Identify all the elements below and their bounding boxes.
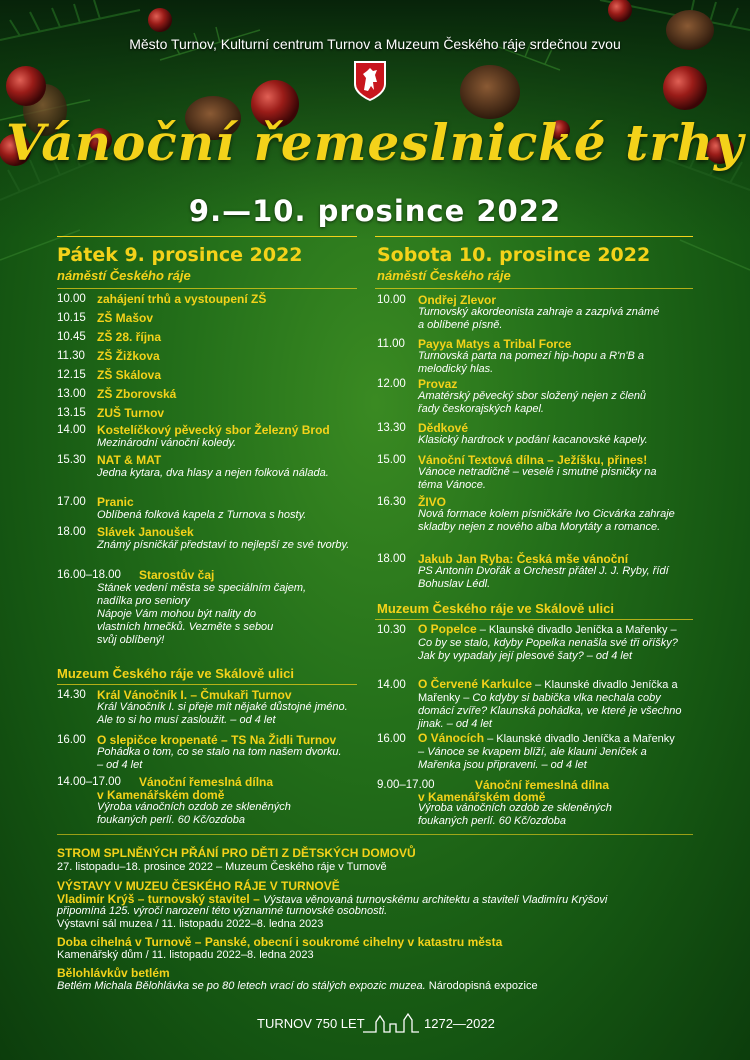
time: 10.00: [57, 293, 86, 305]
program-name-line2: v Kamenářském domě: [418, 790, 546, 804]
program-description: Turnovská parta na pomezí hip-hopu a R'n'B a melodický hlas.: [418, 350, 644, 375]
time: 16.30: [377, 496, 406, 508]
exhibition-1-title: Vladimír Krýš – turnovský stavitel –: [57, 892, 264, 906]
exhibition-3-place: Národopisná expozice: [428, 980, 538, 992]
time: 10.45: [57, 331, 86, 343]
exhibition-1-desc: Výstava věnovaná turnovskému architektu a staviteli Vladimíru Krýšovi: [263, 894, 608, 906]
program-description: Klasický hardrock v podání kacanovské kapely.: [418, 434, 648, 446]
program-description-text: Co by se stalo, kdyby Popelka nenašla své tři oříšky? Jak by vypadaly její plesové šaty? – od 4 let: [418, 637, 678, 662]
exhibition-1: [57, 892, 607, 906]
program-description: [418, 732, 683, 772]
program-name: Král Vánočník I. – Čmukaři Turnov: [97, 688, 292, 702]
program-name: ZUŠ Turnov: [97, 406, 165, 420]
time: 16.00–18.00: [57, 569, 121, 581]
program-description: PS Antonín Dvořák a Orchestr přátel J. J. Ryby, řídí Bohuslav Lédl.: [418, 565, 669, 590]
time: 13.15: [57, 407, 86, 419]
program-description: Výroba vánočních ozdob ze skleněných foukaných perlí. 60 Kč/ozdoba: [418, 802, 612, 827]
program-description: Vánoce netradičně – veselé i smutné písničky na téma Vánoce.: [418, 466, 657, 491]
time: 18.00: [57, 526, 86, 538]
time: 14.00–17.00: [57, 776, 121, 788]
program-description: Známý písničkář představí to nejlepší ze své tvorby.: [97, 539, 350, 551]
divider: [57, 288, 357, 289]
time: 10.15: [57, 312, 86, 324]
program-description: Amatérský pěvecký sbor složený nejen z členů řady českorajských kapel.: [418, 390, 647, 415]
program-name: Pranic: [97, 495, 134, 509]
time: 13.30: [377, 422, 406, 434]
time: 17.00: [57, 496, 86, 508]
divider: [375, 288, 693, 289]
divider: [57, 236, 357, 237]
program-name: O Popelce: [418, 622, 477, 636]
time: 16.00: [377, 733, 406, 745]
footer: [0, 1012, 750, 1038]
program-name: ZŠ 28. října: [97, 330, 162, 344]
program-name: ZŠ Skálova: [97, 368, 162, 382]
time: 10.30: [377, 624, 406, 636]
program-description: Oblíbená folková kapela z Turnova s hosty.: [97, 509, 307, 521]
footer-left-text: TURNOV 750 LET: [257, 1016, 365, 1031]
time: 12.00: [377, 378, 406, 390]
program-description: Pohádka o tom, co se stalo na tom našem dvorku. – od 4 let: [97, 746, 342, 771]
divider: [375, 236, 693, 237]
page-title: Vánoční řemeslnické trhy: [5, 113, 744, 172]
exhibition-2-title: Doba cihelná v Turnově – Panské, obecní i soukromé cihelny v katastru města: [57, 935, 503, 949]
exhibition-2-place: Kamenářský dům / 11. listopadu 2022–8. ledna 2023: [57, 949, 314, 961]
program-name: NAT & MAT: [97, 453, 162, 467]
program-description: Nová formace kolem písničkáře Ivo Cicvárka zahraje skladby nejen z nového alba Morytáty a romance.: [418, 508, 675, 533]
program-name: Ondřej Zlevor: [418, 293, 497, 307]
friday-heading: Pátek 9. prosince 2022: [57, 244, 303, 266]
program-name: Provaz: [418, 377, 458, 391]
saturday-location: náměstí Českého ráje: [377, 268, 511, 283]
program-description: Turnovský akordeonista zahraje a zazpívá známé a oblíbené písně.: [418, 306, 660, 331]
program-name: Payya Matys a Tribal Force: [418, 337, 572, 351]
time: 11.00: [377, 338, 405, 350]
time: 14.00: [57, 424, 86, 436]
time: 14.00: [377, 679, 406, 691]
museum-heading-friday: Muzeum Českého ráje ve Skálově ulici: [57, 666, 294, 681]
exhibition-3-title: Bělohlávkův betlém: [57, 966, 170, 980]
program-name: ŽIVO: [418, 495, 447, 509]
exhibition-1-desc-2: připomíná 125. výročí narození této významné turnovské osobnosti.: [57, 905, 388, 917]
footer-right-text: 1272—2022: [424, 1016, 495, 1031]
program-name: Vánoční řemeslná dílna: [475, 778, 610, 792]
program-name-line2: v Kamenářském domě: [97, 788, 225, 802]
program-name: ZŠ Žižkova: [97, 349, 160, 363]
program-description: [418, 678, 683, 731]
coat-of-arms-icon: [353, 60, 387, 102]
program-name: Jakub Jan Ryba: Česká mše vánoční: [418, 552, 629, 566]
program-subtitle: – Klaunské divadlo Jeníčka a Mařenky –: [418, 679, 678, 704]
exhibition-3-desc: [57, 980, 538, 992]
time: 13.00: [57, 388, 86, 400]
program-description: Král Vánočník I. si přeje mít nějaké důstojné jméno. Ale to si ho musí zasloužit. – od 4 let: [97, 701, 348, 726]
program-name: ZŠ Mašov: [97, 311, 154, 325]
divider: [375, 619, 693, 620]
divider: [57, 834, 693, 835]
time: 18.00: [377, 553, 406, 565]
time: 12.15: [57, 369, 86, 381]
program-name: Slávek Janoušek: [97, 525, 194, 539]
time: 9.00–17.00: [377, 779, 435, 791]
time: 14.30: [57, 689, 86, 701]
program-name: Vánoční Textová dílna – Ježíšku, přines!: [418, 453, 648, 467]
program-note: Nápoje Vám mohou být nality do vlastních hrnečků. Vezměte s sebou svůj oblíbený!: [97, 608, 274, 646]
program-name: O Vánocích: [418, 731, 485, 745]
program-name: O slepičce kropenaté – TS Na Židli Turnov: [97, 733, 337, 747]
intro-text: Město Turnov, Kulturní centrum Turnov a Muzeum Českého ráje srdečnou zvou: [129, 36, 621, 52]
program-description-text: Vánoce se kvapem blíží, ale klauni Jeníček a Mařenka jsou připraveni. – od 4 let: [418, 746, 647, 771]
program-description-text: Co kdyby si babička vlka nechala coby domácí zvíře? Klaunská pohádka, ve které je všechno jinak. – od 4 let: [418, 692, 682, 730]
museum-heading-saturday: Muzeum Českého ráje ve Skálově ulici: [377, 601, 614, 616]
event-dates: 9.—10. prosince 2022: [188, 194, 562, 228]
program-name: zahájení trhů a vystoupení ZŠ: [97, 292, 267, 306]
program-name: Starostův čaj: [139, 568, 215, 582]
program-description: [418, 623, 683, 663]
program-name: O Červené Karkulce: [418, 677, 533, 691]
exhibition-1-place: Výstavní sál muzea / 11. listopadu 2022–8. ledna 2023: [57, 918, 324, 930]
wish-tree-info: 27. listopadu–18. prosince 2022 – Muzeum Českého ráje v Turnově: [57, 861, 387, 873]
saturday-heading: Sobota 10. prosince 2022: [377, 244, 651, 266]
town-skyline-icon: [362, 1012, 420, 1034]
program-description: Jedna kytara, dva hlasy a nejen folková nálada.: [97, 467, 329, 479]
exhibition-3-desc-text: Betlém Michala Bělohlávka se po 80 letech vrací do stálých expozic muzea.: [57, 980, 429, 992]
program-name: Kostelíčkový pěvecký sbor Železný Brod: [97, 423, 330, 437]
time: 11.30: [57, 350, 85, 362]
program-description: Mezinárodní vánoční koledy.: [97, 437, 237, 449]
wish-tree-heading: STROM SPLNĚNÝCH PŘÁNÍ PRO DĚTI Z DĚTSKÝCH DOMOVŮ: [57, 846, 416, 860]
program-subtitle: – Klaunské divadlo Jeníčka a Mařenky –: [418, 733, 675, 758]
program-name: Dědkové: [418, 421, 469, 435]
exhibitions-heading: VÝSTAVY V MUZEU ČESKÉHO RÁJE V TURNOVĚ: [57, 879, 340, 893]
program-subtitle: – Klaunské divadlo Jeníčka a Mařenky –: [476, 624, 677, 636]
time: 15.30: [57, 454, 86, 466]
friday-location: náměstí Českého ráje: [57, 268, 191, 283]
program-name: Vánoční řemeslná dílna: [139, 775, 274, 789]
program-name: ZŠ Zborovská: [97, 387, 177, 401]
time: 16.00: [57, 734, 86, 746]
time: 15.00: [377, 454, 406, 466]
program-description: Stánek vedení města se speciálním čajem, nadílka pro seniory: [97, 582, 307, 607]
divider: [57, 684, 357, 685]
time: 10.00: [377, 294, 406, 306]
program-description: Výroba vánočních ozdob ze skleněných foukaných perlí. 60 Kč/ozdoba: [97, 801, 291, 826]
